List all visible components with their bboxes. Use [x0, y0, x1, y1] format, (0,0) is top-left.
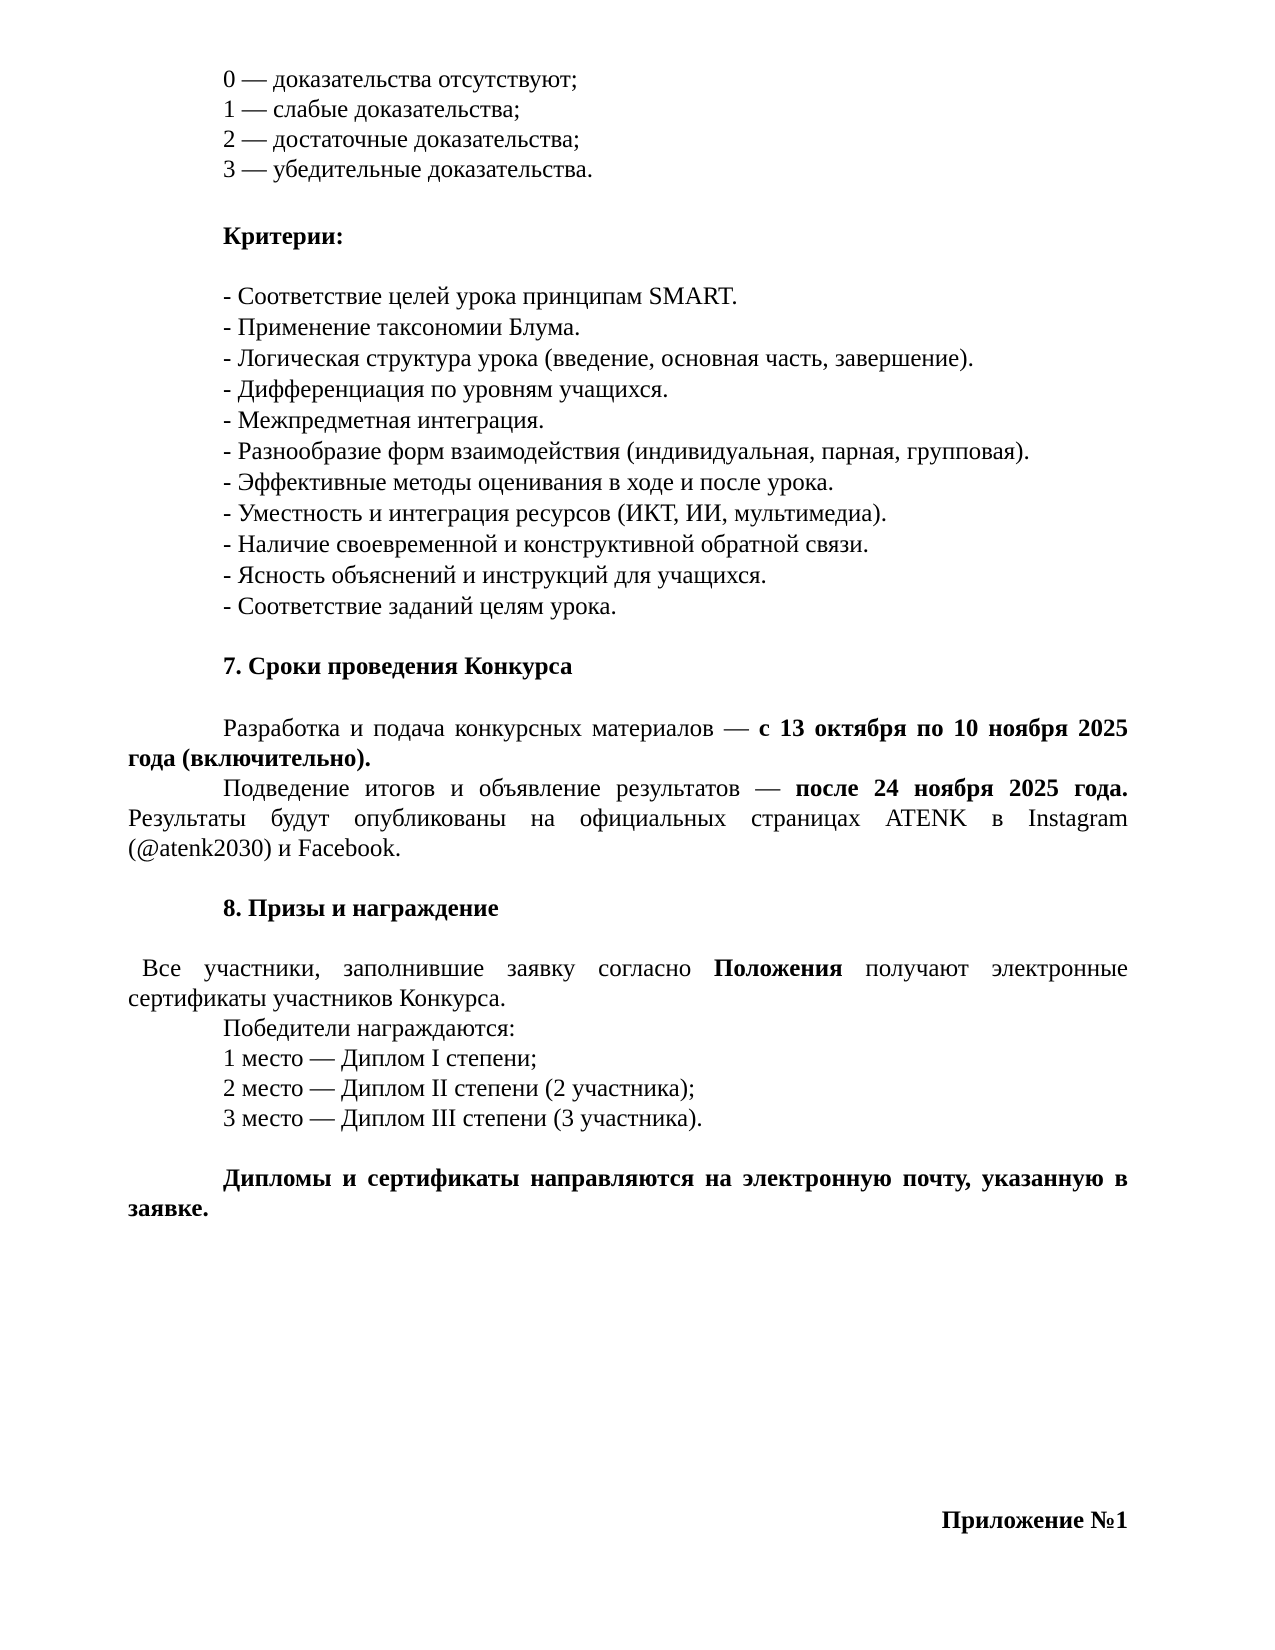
criteria-list: [128, 281, 1128, 622]
section8-heading: 8. Призы и награждение: [223, 895, 499, 922]
text-run: получают электронные: [842, 955, 1129, 982]
scale-item: 0 — доказательства отсутствуют;: [223, 66, 578, 93]
date-range-bold: с 13 октября по 10 ноября 2025: [758, 715, 1128, 742]
criteria-item: - Межпредметная интеграция.: [223, 407, 545, 434]
paragraph-line: (@atenk2030) и Facebook.: [128, 835, 402, 862]
scale-item: 3 — убедительные доказательства.: [223, 156, 593, 183]
paragraph-line: сертификаты участников Конкурса.: [128, 985, 506, 1012]
paragraph-line: Дипломы и сертификаты направляются на электронную почту, указанную в: [223, 1165, 1128, 1192]
criteria-item: - Ясность объяснений и инструкций для учащихся.: [223, 562, 767, 589]
paragraph-line: Результаты будут опубликованы на официальных страницах ATENK в Instagram: [128, 805, 1128, 832]
evidence-scale-list: [128, 65, 1128, 185]
paragraph-line: заявке.: [128, 1195, 209, 1222]
winners-block: [128, 1014, 1128, 1134]
paragraph-line: [128, 954, 1128, 984]
results-date-bold: после 24 ноября 2025 года.: [795, 775, 1128, 802]
diplomas-delivery-paragraph: [128, 1164, 1128, 1224]
place-item: 2 место — Диплом II степени (2 участника);: [223, 1075, 696, 1102]
regulation-bold: Положения: [713, 955, 843, 982]
place-item: 3 место — Диплом III степени (3 участника).: [223, 1105, 703, 1132]
criteria-item: - Уместность и интеграция ресурсов (ИКТ, ИИ, мультимедиа).: [223, 500, 887, 527]
section7-paragraph-dates: [128, 714, 1128, 774]
criteria-item: - Логическая структура урока (введение, основная часть, завершение).: [223, 345, 974, 372]
scale-item: 2 — достаточные доказательства;: [223, 126, 581, 153]
paragraph-line: [128, 714, 1128, 744]
text-run: Разработка и подача конкурсных материалов —: [223, 715, 759, 742]
criteria-item: - Наличие своевременной и конструктивной обратной связи.: [223, 531, 869, 558]
criteria-item: - Эффективные методы оценивания в ходе и после урока.: [223, 469, 834, 496]
criteria-item: - Разнообразие форм взаимодействия (индивидуальная, парная, групповая).: [223, 438, 1030, 465]
section7-heading: 7. Сроки проведения Конкурса: [223, 653, 573, 680]
section8-paragraph-certificates: [128, 954, 1128, 1014]
criteria-item: - Применение таксономии Блума.: [223, 314, 581, 341]
text-run: Все участники, заполнившие заявку согласно: [142, 955, 714, 982]
criteria-item: - Соответствие целей урока принципам SMART.: [223, 283, 738, 310]
scale-item: 1 — слабые доказательства;: [223, 96, 521, 123]
criteria-heading: Критерии:: [223, 223, 344, 250]
criteria-item: - Дифференциация по уровням учащихся.: [223, 376, 669, 403]
paragraph-line: [128, 774, 1128, 804]
paragraph-line: года (включительно).: [128, 745, 371, 772]
place-item: 1 место — Диплом I степени;: [223, 1045, 538, 1072]
winners-intro: Победители награждаются:: [223, 1015, 516, 1042]
criteria-item: - Соответствие заданий целям урока.: [223, 593, 617, 620]
text-run: Подведение итогов и объявление результатов —: [223, 775, 796, 802]
section7-paragraph-results: [128, 774, 1128, 864]
appendix-label: Приложение №1: [941, 1507, 1128, 1534]
